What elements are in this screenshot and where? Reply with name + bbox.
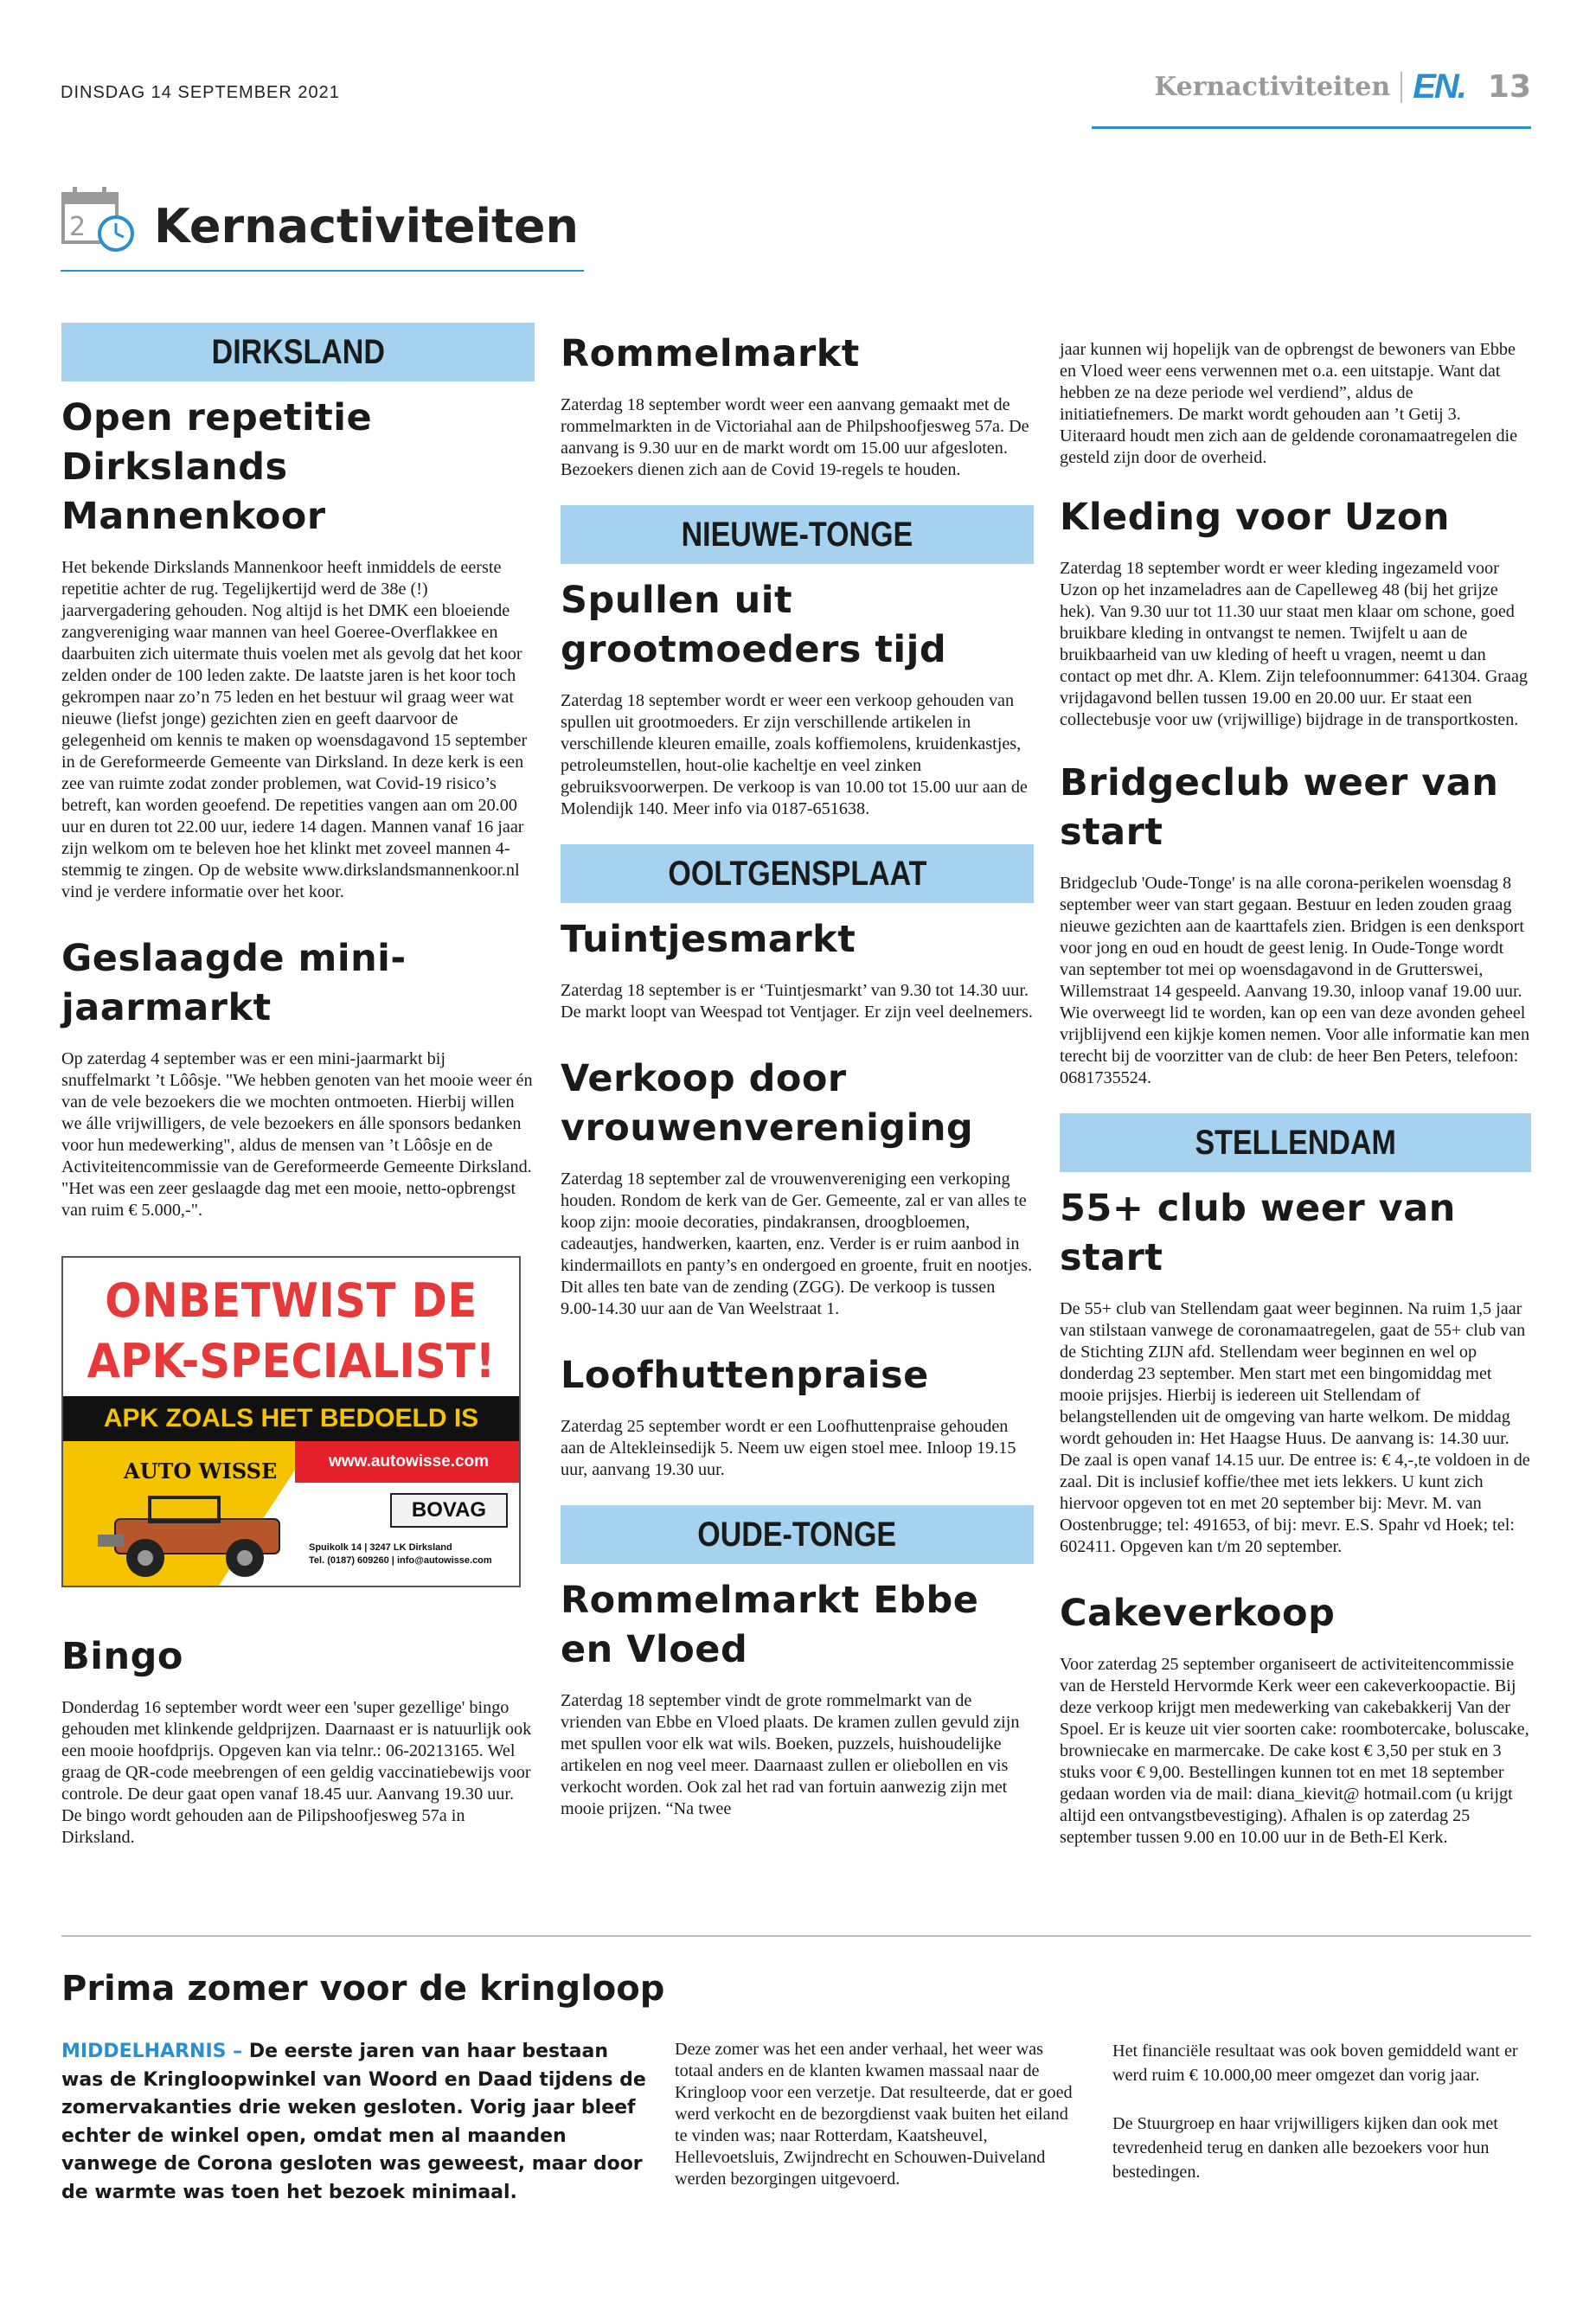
calendar-icon-label: 2 <box>69 212 87 242</box>
header-right <box>1154 67 1531 106</box>
bovag-logo <box>390 1493 508 1528</box>
bottom-article-lead <box>61 2038 650 2207</box>
article-title: Loofhuttenpraise <box>561 1354 929 1397</box>
article-body: Zaterdag 18 september vindt de grote rommelmarkt van de vrienden van Ebbe en Vloed plaats. De kramen zullen gevuld zijn met spullen voor elk wat wils. Boeken, puzzels, huishoudelijke artikelen en nog veel meer. Daarnaast zullen er oliebollen en vis verkocht worden. Ook zal het rad van fortuin aanwezig zijn met mooie prijzen. “Na twee <box>561 1691 1020 1818</box>
ad-contact: Tel. (0187) 609260 | info@autowisse.com <box>309 1555 492 1566</box>
article-body: Bridgeclub 'Oude-Tonge' is na alle corona-perikelen woensdag 8 september weer van start gegaan. Bestuur en leden zouden graag nieuwe gezichten aan de kaarttafels zien. Bridgen is een denksport voor jong en oud en houdt de geest lenig. In Oude-Tonge wordt van september tot mei op woensdagavond in de Grutterswei, Willemstraat 14 gespeeld. Aanvang 19.30, inloop vanaf 19.00 uur. Wie overweegt lid te worden, kan op een van deze avonden geheel vrijblijvend een kijkje komen nemen. Voor alle informatie kan men terecht bij de voorzitter van de club: de heer Ben Peters, telefoon: 0681735524. <box>1060 874 1530 1087</box>
article-body: Zaterdag 18 september wordt er weer een verkoop gehouden van spullen uit grootmoeders. Er zijn verschillende artikelen in verschillende kleuren emaille, zoals koffiemolens, kruidenkastjes, petroleumstellen, hout-olie kacheltje en veel zinken gebruiksvoorwerpen. De verkoop is van 10.00 tot 15.00 uur aan de Molendijk 140. Meer info via 0187-651638. <box>561 691 1028 818</box>
article-body: Zaterdag 18 september is er ‘Tuintjesmarkt’ van 9.30 tot 14.30 uur. De markt loopt van Weespad tot Ventjager. Er zijn veel deelnemers. <box>561 981 1033 1022</box>
region-banner-label: STELLENDAM <box>1195 1123 1396 1162</box>
bottom-article-column-2 <box>675 2039 1081 2190</box>
ad-brand: AUTO WISSE <box>124 1458 278 1484</box>
page-number: 13 <box>1487 69 1531 105</box>
column-2 <box>561 323 1034 1820</box>
calendar-clock-icon <box>61 185 137 254</box>
article-body: Voor zaterdag 25 september organiseert de activiteitencommissie van de Hersteld Hervormde Kerk weer een cakeverkoopactie. Bij deze verkoop krijgt men medewerking van cakebakkerij Van der Spoel. Er is keuze uit vier soorten cake: roombotercake, boluscake, browniecake en marmercake. De cake kost € 3,50 per stuk en 3 stuks voor € 9,00. Bestellingen kunnen tot en met 18 september gedaan worden via de mail: diana_kievit@ hotmail.com (u krijgt altijd een ontvangstbevestiging). Afhalen is op zaterdag 25 september tussen 9.00 en 10.00 uur in de Beth-El Kerk. <box>1060 1655 1529 1847</box>
ad-address: Spuikolk 14 | 3247 LK Dirksland <box>309 1542 452 1553</box>
region-banner-label: OUDE-TONGE <box>697 1515 897 1554</box>
region-banner-label: OOLTGENSPLAAT <box>667 854 927 893</box>
article-body: Het bekende Dirkslands Mannenkoor heeft inmiddels de eerste repetitie achter de rug. Tegelijkertijd werd de 38e (!) jaarvergadering gehouden. Nog altijd is het DMK een bloeiende zangvereniging waar mannen van heel Goeree-Overflakkee en daarbuiten zich uitermate thuis voelen met als gevolg dat het koor zelden onder de 100 leden zakte. De laatste jaren is het koor toch gekrompen naar zo’n 75 leden en het bestuur wil graag weer wat nieuwe (liefst jonge) gezichten zien en geeft daarvoor de gelegenheid om kennis te maken op woensdagavond 15 september in de Gereformeerde Gemeente van Dirksland. In deze kerk is een zee van ruimte zodat zonder problemen, wat Covid-19 risico’s betreft, kan worden geoefend. De repetities vangen aan om 20.00 uur en duren tot 22.00 uur, iedere 14 dagen. Mannen vanaf 16 jaar zijn welkom om te beleven hoe het klinkt met zoveel mannen 4-stemmig te zingen. Op de website www.dirkslandsmannenkoor.nl vind je verdere informatie over het koor. <box>61 558 528 901</box>
article-title: Kleding voor Uzon <box>1060 496 1450 539</box>
article-title: Bridgeclub weer van start <box>1060 761 1499 854</box>
article-body: De Stuurgroep en haar vrijwilligers kijken dan ook met tevredenheid terug en danken alle bezoekers voor hun bestedingen. <box>1112 2114 1498 2182</box>
header-rule <box>1092 126 1531 129</box>
article-body: De 55+ club van Stellendam gaat weer beginnen. Na ruim 1,5 jaar van stilstaan vanwege de coronamaatregelen, gaat de 55+ club van de Stichting ZIJN afd. Stellendam weer beginnen en wel op donderdag 23 september. Men start met een bingomiddag met mooie prijsjes. Hierbij is iedereen uit Stellendam of belangstellenden uit de omgeving van harte welkom. De middag wordt gehouden in: Het Haagse Huus. De aanvang is: 14.30 uur. De zaal is open vanaf 14.15 uur. De entree is: € 4,-,te voldoen in de zaal. Dit is inclusief koffie/thee met iets lekkers. U kunt zich hiervoor opgeven tot en met 20 september bij: Mevr. M. van Oostenbrugge; tel: 491653, of bij: mevr. E.S. Spahr vd Hoek; tel: 602411. Opgeven kan t/m 20 september. <box>1060 1299 1530 1556</box>
lead-text: De eerste jaren van haar bestaan was de Kringloopwinkel van Woord en Daad tijdens de zomervakanties drie weken gesloten. Vorig jaar bleef echter de winkel open, omdat men al maanden vanwege de Corona gesloten was geweest, maar door de warmte was toen het bezoek minimaal. <box>61 2041 646 2203</box>
header-section-name: Kernactiviteiten <box>1154 72 1391 102</box>
article-title: Geslaagde mini-jaarmarkt <box>61 937 407 1029</box>
dateline-place: MIDDELHARNIS – <box>61 2041 243 2062</box>
ad-tagline: APK ZOALS HET BEDOELD IS <box>103 1404 479 1433</box>
page-title-block <box>61 182 584 272</box>
region-banner-stellendam <box>1060 1113 1531 1172</box>
section-divider <box>61 1935 1531 1937</box>
newspaper-logo: EN. <box>1413 67 1465 106</box>
region-banner-nieuwe-tonge <box>561 505 1034 564</box>
region-banner-label: DIRKSLAND <box>211 332 385 371</box>
article-title: Verkoop door vrouwenvereniging <box>561 1057 974 1150</box>
advertisement-auto-wisse[interactable] <box>61 1256 521 1587</box>
article-body: Op zaterdag 4 september was er een mini-jaarmarkt bij snuffelmarkt ’t Lôôsje. "We hebben genoten van het mooie weer én van de vele bezoekers die we mochten ontmoeten. Hierbij willen we álle vrijwilligers, de vele bezoekers en álle sponsors bedanken voor hun medewerking", aldus de mensen van ’t Lôôsje en de Activiteitencommissie van de Gereformeerde Gemeente Dirksland. "Het was een zeer geslaagde dag met een mooie, netto-opbrengst van ruim € 5.000,-". <box>61 1049 533 1220</box>
bottom-article-title: Prima zomer voor de kringloop <box>61 1969 665 2009</box>
article-body: Zaterdag 18 september wordt er weer kleding ingezameld voor Uzon op het inzameladres aan de Capelleweg 48 (bij het grijze hek). Van 9.30 uur tot 11.30 uur staat men klaar om schone, goed bruikbare kleding in ontvangst te nemen. Twijfelt u aan de bruikbaarheid van uw kleding of heeft u vragen, neemt u dan contact op met dhr. A. Klem. Zijn telefoonnummer: 641304. Graag vrijdagavond bellen tussen 19.00 en 20.00 uur. Er staat een collectebusje voor uw (vrijwillige) bijdrage in de transportkosten. <box>1060 559 1529 729</box>
article-title: Tuintjesmarkt <box>561 918 856 961</box>
column-1 <box>61 323 535 1849</box>
article-body-continued: jaar kunnen wij hopelijk van de opbrengst de bewoners van Ebbe en Vloed weer eens verwennen met o.a. een uitstapje. Want dat hebben ze na deze periode wel verdiend”, aldus de initiatiefnemers. De markt wordt gehouden aan ’t Getij 3. Uiteraard houdt men zich aan de geldende coronamaatregelen die gesteld zijn door de overheid. <box>1060 340 1518 467</box>
ad-url-bar[interactable] <box>295 1441 521 1483</box>
bovag-label: BOVAG <box>411 1498 487 1522</box>
ad-address-block <box>309 1541 492 1567</box>
article-title: Spullen uit grootmoeders tijd <box>561 579 947 671</box>
article-title: Open repetitie Dirkslands Mannenkoor <box>61 396 373 538</box>
ad-headline-2: APK-SPECIALIST! <box>87 1334 496 1388</box>
article-title: Cakeverkoop <box>1060 1592 1336 1635</box>
article-body: Zaterdag 18 september wordt weer een aanvang gemaakt met de rommelmarkten in de Victoriahal aan de Philpshoofjesweg 57a. De aanvang is 9.30 uur en de markt wordt om 15.00 uur afgesloten. Bezoekers dienen zich aan de Covid 19-regels te houden. <box>561 395 1029 479</box>
article-body: Zaterdag 18 september zal de vrouwenvereniging een verkoping houden. Rondom de kerk van de Ger. Gemeente, zal er van alles te koop zijn: mooie decoraties, pindakransen, droogbloemen, cadeautjes, handwerken, kaarten, enz. Verder is er ruim aanbod in kindermaillots en panty’s en ondergoed en groente, fruit en nootjes. Dit alles ten bate van de zending (ZGG). De verkoop is tussen 9.00-14.30 uur aan de Van Weelstraat 1. <box>561 1170 1033 1318</box>
article-body: Donderdag 16 september wordt weer een 'super gezellige' bingo gehouden met klinkende geldprijzen. Daarnaast er is natuurlijk ook een mooie hoofdprijs. Opgeven kan via telnr.: 06-20213165. Wel graag de QR-code meebrengen of een geldig vaccinatiebewijs voor controle. De deur gaat open vanaf 18.45 uur. Aanvang 19.30 uur. De bingo wordt gehouden aan de Pilipshoofjesweg 57a in Dirksland. <box>61 1698 532 1847</box>
header-divider <box>1401 72 1402 103</box>
article-title: Rommelmarkt Ebbe en Vloed <box>561 1579 979 1671</box>
column-3 <box>1060 323 1531 1849</box>
region-banner-oude-tonge <box>561 1505 1034 1564</box>
article-body: Deze zomer was het een ander verhaal, het weer was totaal anders en de klanten kwamen massaal naar de Kringloop voor een verzetje. Dat resulteerde, dat er goed werd verkocht en de bezorgdienst vaak buiten het eiland te vinden was; naar Rotterdam, Kaatsheuvel, Hellevoetsluis, Zwijndrecht en Schouwen-Duiveland werden bezorgingen uitgevoerd. <box>675 2040 1073 2189</box>
bottom-article-column-3 <box>1112 2039 1528 2184</box>
article-title: 55+ club weer van start <box>1060 1187 1456 1279</box>
ad-url[interactable]: www.autowisse.com <box>328 1452 490 1471</box>
region-banner-ooltgensplaat <box>561 844 1034 903</box>
article-body: Het financiële resultaat was ook boven gemiddeld want er werd ruim € 10.000,00 meer omgezet dan vorig jaar. <box>1112 2041 1518 2085</box>
page-title: Kernactiviteiten <box>154 199 579 253</box>
article-title: Rommelmarkt <box>561 332 860 375</box>
article-body: Zaterdag 25 september wordt er een Loofhuttenpraise gehouden aan de Altekleinsedijk 5. Neem uw eigen stoel mee. Inloop 19.15 uur, aanvang 19.30 uur. <box>561 1417 1016 1479</box>
region-banner-label: NIEUWE-TONGE <box>681 515 913 554</box>
ad-headline-1: ONBETWIST DE <box>105 1273 478 1328</box>
ad-tagline-bar <box>63 1396 519 1441</box>
issue-date: DINSDAG 14 SEPTEMBER 2021 <box>61 83 340 102</box>
region-banner-dirksland <box>61 323 535 381</box>
article-title: Bingo <box>61 1635 183 1678</box>
